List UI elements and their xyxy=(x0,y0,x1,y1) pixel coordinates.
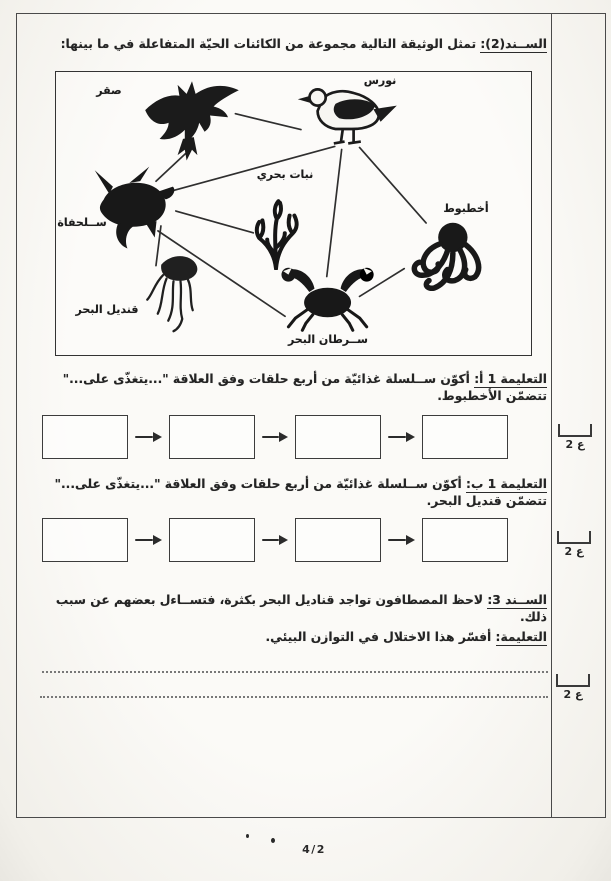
turtle-label: ســلحفاة xyxy=(57,216,107,229)
score-value: ع 2 xyxy=(564,545,584,558)
chain1-box-3[interactable] xyxy=(295,415,381,459)
score-bracket-icon xyxy=(557,531,591,544)
octopus-label: أخطبوط xyxy=(443,202,489,215)
arrow-right-icon xyxy=(388,535,415,545)
food-chain-row-1 xyxy=(42,413,508,461)
seagull-label: نورس xyxy=(363,74,397,87)
final-instruction-line xyxy=(30,629,547,646)
turtle-icon xyxy=(82,164,182,252)
score-bracket-icon xyxy=(556,674,590,687)
seagull-icon xyxy=(296,84,404,156)
sanad2-line xyxy=(30,36,547,53)
sanad2-label: الســند(2): xyxy=(480,37,547,51)
crab-icon xyxy=(278,264,378,334)
chain2-box-3[interactable] xyxy=(295,518,381,562)
instruction-1a-text: أكوّن ســلسلة غذائيّة من أربع حلقات وفق العلاقة "...يتغذّى على..." تتضمّن الأخطبوط. xyxy=(62,372,547,403)
food-chain-row-2 xyxy=(42,516,508,564)
instruction-1b-text: أكوّن ســلسلة غذائيّة من أربع حلقات وفق العلاقة "...يتغذّى على..." تتضمّن قنديل البحر. xyxy=(54,477,547,508)
sanad3-line xyxy=(30,592,547,625)
sanad3-text: لاحظ المصطافون تواجد قناديل البحر بكثرة، فتســاءل بعضهم عن سبب ذلك. xyxy=(55,593,547,624)
marine-plant-label: نبات بحري xyxy=(256,168,314,181)
arrow-right-icon xyxy=(262,535,289,545)
falcon-icon xyxy=(138,78,246,162)
final-instruction-text: أفسّر هذا الاختلال في التوازن البيئي. xyxy=(265,630,496,644)
turtle-image xyxy=(82,164,182,256)
score-value: ع 2 xyxy=(565,438,585,451)
arrow-right-icon xyxy=(135,535,162,545)
falcon-label: صقر xyxy=(96,84,122,97)
sanad2-text: تمثل الوثيقة التالية مجموعة من الكائنات الحيّة المتفاعلة في ما بينها: xyxy=(60,37,481,51)
instruction-1b-line xyxy=(30,476,547,509)
final-instruction-label: التعليمة: xyxy=(495,630,547,644)
chain2-box-4[interactable] xyxy=(422,518,508,562)
answer-line-1[interactable] xyxy=(42,671,548,673)
jellyfish-label: قنديل البحر xyxy=(75,303,139,316)
sanad3-label: الســند 3: xyxy=(487,593,547,607)
crab-label: ســرطان البحر xyxy=(287,333,368,346)
instruction-1a-line xyxy=(30,371,547,404)
chain2-box-1[interactable] xyxy=(42,518,128,562)
chain1-box-1[interactable] xyxy=(42,415,128,459)
chain2-box-2[interactable] xyxy=(169,518,255,562)
arrow-right-icon xyxy=(262,432,289,442)
jellyfish-image xyxy=(142,252,212,336)
chain1-box-2[interactable] xyxy=(169,415,255,459)
score-mark-1 xyxy=(552,424,598,451)
score-mark-3 xyxy=(550,674,596,701)
arrow-right-icon xyxy=(135,432,162,442)
octopus-icon xyxy=(394,220,486,298)
score-value: ع 2 xyxy=(563,688,583,701)
seagull-image xyxy=(296,84,404,150)
page-number: 4/2 xyxy=(302,843,326,856)
score-bracket-icon xyxy=(558,424,592,437)
ink-speck xyxy=(271,838,275,843)
answer-line-2[interactable] xyxy=(40,696,548,698)
marine-plant-image xyxy=(248,198,304,270)
instruction-1b-label: التعليمة 1 ب: xyxy=(466,477,547,491)
jellyfish-icon xyxy=(142,252,212,336)
arrow-right-icon xyxy=(388,432,415,442)
ink-speck xyxy=(246,834,249,838)
food-web-diagram xyxy=(55,71,532,356)
score-mark-2 xyxy=(551,531,597,558)
chain1-box-4[interactable] xyxy=(422,415,508,459)
instruction-1a-label: التعليمة 1 أ: xyxy=(474,372,547,386)
falcon-image xyxy=(138,78,246,162)
octopus-image xyxy=(394,220,486,300)
crab-image xyxy=(278,264,378,334)
marine-plant-icon xyxy=(248,198,304,270)
